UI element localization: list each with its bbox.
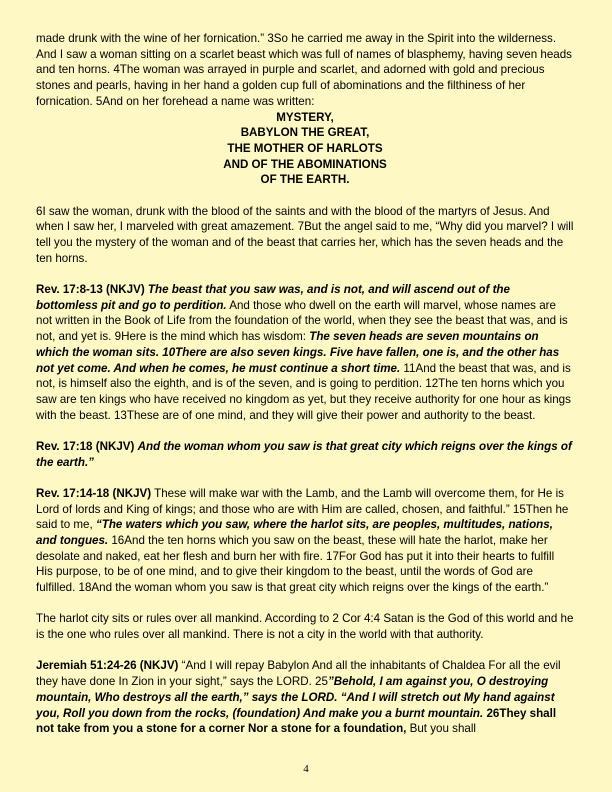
emphasized-text: The beast that you saw was, and is not, and will ascend out of the bottomless pit and go to perdition. — [36, 283, 510, 312]
body-text: And those who dwell on the earth will marvel, whose names are not written in the Book of Life from the foundation of the world, when they see the beast that was, and is not, and yet is. 9Here is the mind which has wisdom: — [36, 298, 568, 344]
title-line: MYSTERY, — [276, 110, 334, 124]
emphasized-text: The seven heads are seven mountains on which the woman sits. 10There are also seven kings. Five have fallen, one is, and the other has not yet come. And when he comes, he must continue a short time. — [36, 330, 560, 375]
page-content — [36, 31, 574, 753]
emphasized-text: And the woman whom you saw is that great city which reigns over the kings of the earth.” — [36, 439, 572, 469]
scripture-reference: Rev. 17:14-18 (NKJV) — [36, 486, 152, 500]
title-line: THE MOTHER OF HARLOTS — [227, 141, 383, 155]
verse-6-paragraph: 6I saw the woman, drunk with the blood of the saints and with the blood of the martyrs of Jesus. And when I saw her, I marveled with great amazement. 7But the angel said to me, “Why did you marvel? I will tell you the mystery of the woman and of the beast that carries her, which has the seven heads and the ten horns. — [36, 204, 574, 265]
emphasized-text: ”Behold, I am against you, O destroying mountain, Who destroys all the earth,” says the LORD. “And I will stretch out My hand against you, Roll you down from the rocks, (foundation) And make you a burnt mountain. — [36, 675, 555, 720]
rev-17-18-paragraph — [36, 439, 574, 470]
title-line: AND OF THE ABOMINATIONS — [223, 157, 387, 171]
body-text: But you shall — [406, 722, 477, 736]
jeremiah-paragraph — [36, 658, 574, 737]
body-text: 11And the beast that was, and is not, is himself also the eighth, and is of the seven, and is going to perdition. 12The ten horns which you saw are ten kings who have received no kingdom as yet, but they receive authority for one hour as kings with the beast. 13These are of one mind, and they will give their power and authority to the beast. — [36, 361, 571, 422]
emphasized-text: “The waters which you saw, where the harlot sits, are peoples, multitudes, nations, and tongues. — [36, 518, 553, 548]
rev-17-8-paragraph — [36, 282, 574, 423]
bold-text: 26They shall not take from you a stone for a corner Nor a stone for a foundation, — [36, 706, 557, 736]
body-text: 16And the ten horns which you saw on the beast, these will hate the harlot, make her desolate and naked, eat her flesh and burn her with fire. 17For God has put it into their hearts to fulfill His purpose, to be of one mind, and to give their kingdom to the beast, until the words of God are fulfilled. 18And the woman whom you saw is that great city which reigns over the kings of the earth.” — [36, 534, 555, 595]
scripture-reference: Rev. 17:8-13 (NKJV) — [36, 283, 145, 297]
scripture-reference: Rev. 17:18 (NKJV) — [36, 439, 135, 453]
title-block — [36, 110, 574, 189]
rev-17-14-paragraph — [36, 486, 574, 596]
harlot-city-paragraph: The harlot city sits or rules over all mankind. According to 2 Cor 4:4 Satan is the God of this world and he is the one who rules over all mankind. There is not a city in the world with that authority. — [36, 612, 574, 642]
title-line: OF THE EARTH. — [260, 173, 350, 187]
intro-paragraph: made drunk with the wine of her fornication.” 3So he carried me away in the Spirit into the wilderness. And I saw a woman sitting on a scarlet beast which was full of names of blasphemy, having seven heads and ten horns. 4The woman was arrayed in purple and scarlet, and adorned with gold and precious stones and pearls, having in her hand a golden cup full of abominations and the filthiness of her fornication. 5And on her forehead a name was written: — [36, 32, 572, 108]
page-number: 4 — [303, 763, 309, 775]
scripture-reference: Jeremiah 51:24-26 (NKJV) — [36, 659, 179, 673]
body-text: These will make war with the Lamb, and the Lamb will overcome them, for He is Lord of lords and King of kings; and those who are with Him are called, chosen, and faithful.” 15Then he said to me, — [36, 486, 569, 532]
title-line: BABYLON THE GREAT, — [240, 126, 370, 140]
body-text: “And I will repay Babylon And all the inhabitants of Chaldea For all the evil they have done In Zion in your sight,” says the LORD. 25 — [36, 659, 561, 689]
